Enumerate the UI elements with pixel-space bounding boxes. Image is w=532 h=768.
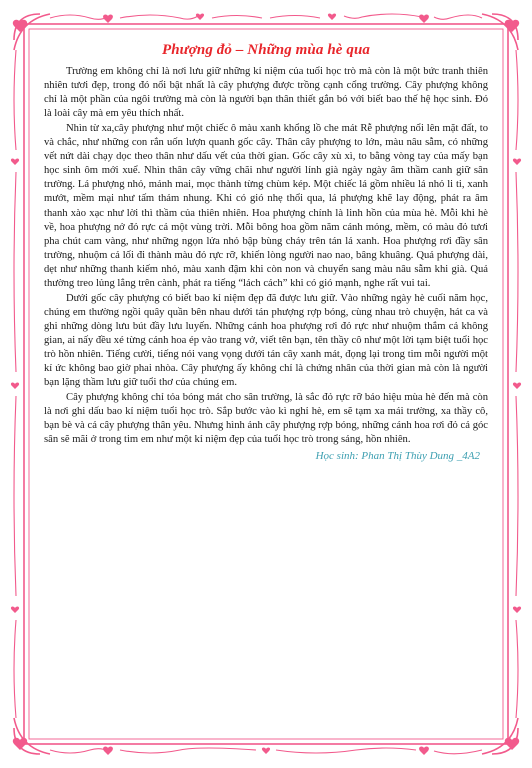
paragraph-memories: Dưới gốc cây phượng có biết bao kỉ niệm đẹp đã được lưu giữ. Vào những ngày hè cuối năm học, chúng em thường ngồi quây quần bên nhau dưới tán phượng rợp bóng, cùng nhau trò chuyện, hát ca và ghi những dòng lưu bút đầy lưu luyến. Những cánh hoa phượng rơi đỏ rực như nhuộm thắm cả không gian, ai nấy đều xé từng cánh hoa ép vào trang vở, viết tên bạn, tên thầy cô như một lời tạm biệt tuổi học trò hồn nhiên. Tiếng cười, tiếng nói vang vọng dưới tán cây xanh mát, đọng lại trong tim mỗi người một kí ức không bao giờ phai nhòa. Cây phượng ấy không chỉ là chứng nhân của thời gian mà còn là người bạn lặng thầm lưu giữ tuổi thơ của chúng em. bbox=[44, 292, 488, 389]
document-body bbox=[44, 42, 488, 462]
paragraph-description: Nhìn từ xa,cây phượng như một chiếc ô màu xanh khổng lồ che mát Rễ phượng nổi lên mặt đất, to và chắc, như những con rắn uốn lượn quanh gốc cây. Thân cây phượng to lớn, màu nâu sẫm, có những vết nứt dài chạy dọc theo thân như dấu vết của thời gian. Gốc cây xù xì, to bằng vòng tay của mấy bạn học sinh ôm mới xuể. Nhìn thân cây vững chãi như người lính già ngày ngày âm thầm canh giữ sân trường. Lá phượng nhỏ, mảnh mai, mọc thành từng chùm kép. Một chiếc lá gồm nhiều lá nhỏ li ti, xanh mướt, mềm mại như tấm thảm nhung. Khi có gió nhẹ thổi qua, lá phượng khẽ lay động, phát ra âm thanh xào xạc như lời thì thầm của thiên nhiên. Hoa phượng chính là linh hồn của mùa hè. Mỗi khi hè về, hoa phượng nở đỏ rực cả một vùng trời. Mỗi bông hoa gồm năm cánh mỏng, mềm, có màu đỏ tươi pha chút cam vàng, như những ngọn lửa nhỏ bập bùng cháy trên tán lá xanh. Hoa phượng rơi đầy sân trường, nhuộm cả lối đi thành màu đỏ rực rỡ, khiến lòng người nao nao, bâng khuâng. Quả phượng dài, dẹt như những thanh kiếm nhỏ, màu xanh đậm khi còn non và chuyển sang màu nâu sẫm khi già. Quả thường treo lủng lẳng trên cành, phát ra tiếng “lách cách” khi có gió mạnh, nghe rất vui tai. bbox=[44, 122, 488, 290]
student-signature: Học sinh: Phan Thị Thùy Dung _4A2 bbox=[315, 450, 480, 463]
paragraph-intro: Trường em không chỉ là nơi lưu giữ những kỉ niệm của tuổi học trò mà còn là một bức tranh thiên nhiên tươi đẹp, trong đó nổi bật nhất là cây phượng được trồng cạnh cổng trường. Cây phượng không chỉ là một phần của ngôi trường mà còn là người bạn thân thiết gắn bó với biết bao thế hệ học sinh. Đó là loài cây mà em yêu thích nhất. bbox=[44, 66, 488, 120]
document-title: Phượng đỏ – Những mùa hè qua bbox=[161, 42, 371, 58]
paragraph-conclusion: Cây phượng không chỉ tỏa bóng mát cho sân trường, là sắc đỏ rực rỡ báo hiệu mùa hè đến mà còn là nơi ghi dấu bao kỉ niệm tuổi học trò. Sắp bước vào kì nghỉ hè, em sẽ tạm xa mái trường, xa thầy cô, bạn bè và cả cây phượng thân yêu. Nhưng hình ảnh cây phượng rợp bóng, những cánh hoa rơi đỏ cả góc sân sẽ mãi ở trong tim em như một kỉ niệm đẹp của tuổi học trò trong sáng, hồn nhiên. bbox=[44, 391, 488, 446]
